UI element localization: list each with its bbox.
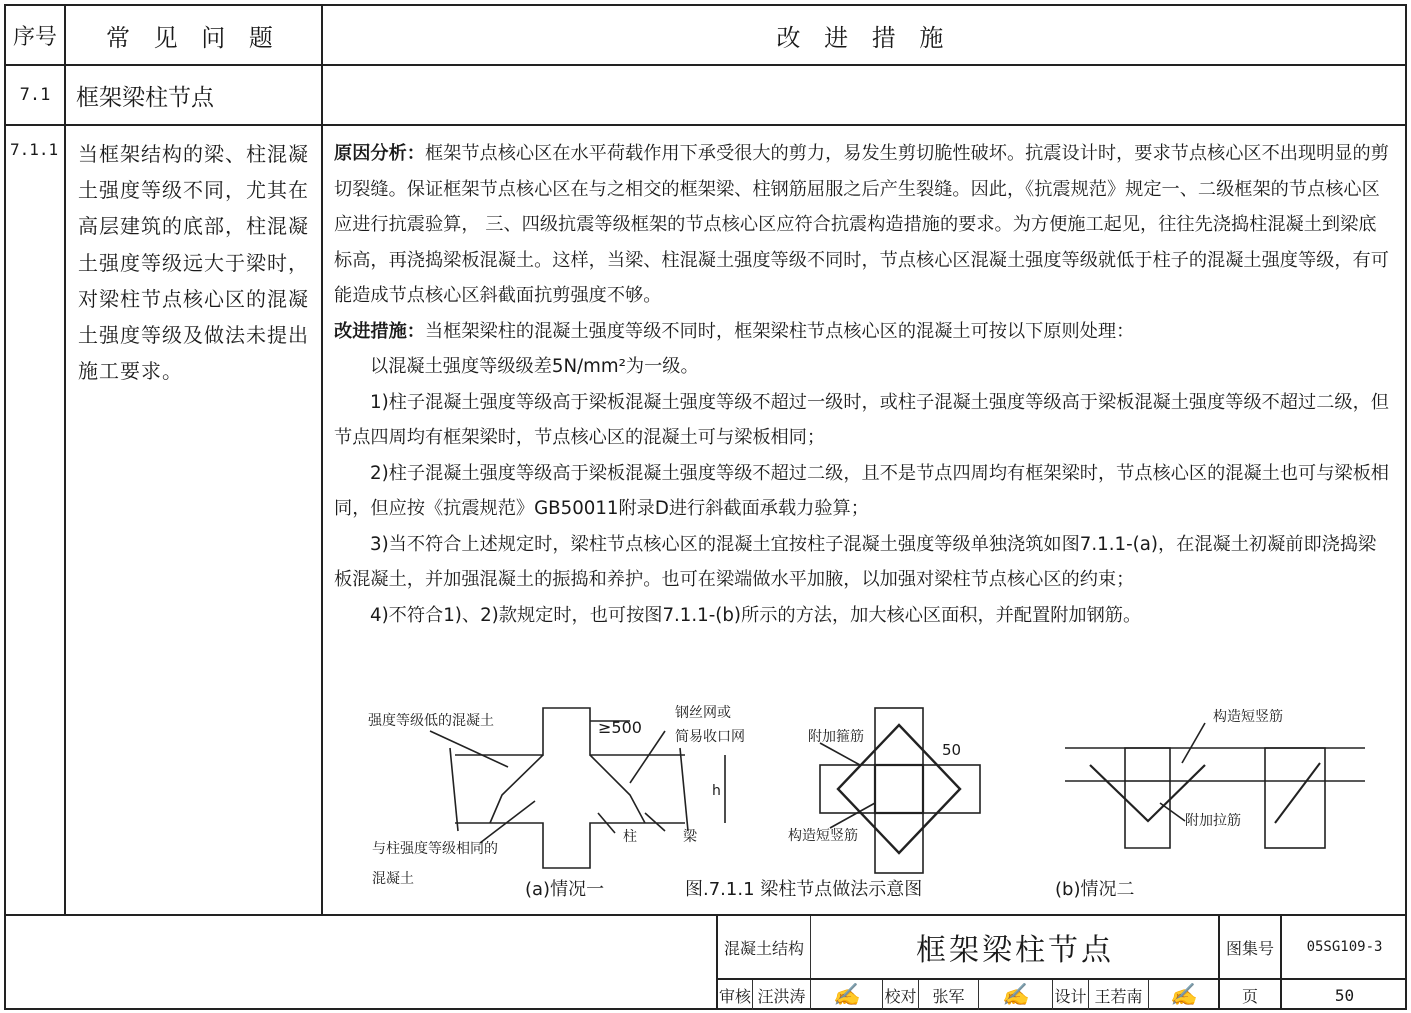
measures-text xyxy=(334,136,1394,633)
header-issue: 常 见 问 题 xyxy=(106,23,281,52)
tb-design-name: 王若南 xyxy=(1094,986,1143,1006)
issue-line: 对梁柱节点核心区的混凝 xyxy=(78,286,309,311)
tb-page-no: 50 xyxy=(1334,985,1355,1005)
fig-a-leader-low xyxy=(430,731,508,767)
tb-atlas-no: 05SG109-3 xyxy=(1306,939,1383,955)
issue-line: 土强度等级远大于梁时， xyxy=(78,250,309,275)
tb-title: 框架梁柱节点 xyxy=(916,933,1114,968)
tb-check-label: 校对 xyxy=(884,986,917,1006)
fig-mid-leader-short xyxy=(830,803,875,828)
header-no: 序号 xyxy=(12,24,57,50)
fig-mid-core xyxy=(875,765,923,813)
col-divider-1 xyxy=(64,4,66,916)
fig-mid-stirrup-label: 附加箍筋 xyxy=(808,729,864,745)
issue-line: 土强度等级及做法未提出 xyxy=(78,323,309,348)
section-divider xyxy=(4,124,1407,126)
col-divider-2 xyxy=(321,4,323,916)
fig-a-same-label-2: 混凝土 xyxy=(372,871,414,887)
tb-design-label: 设计 xyxy=(1054,986,1087,1006)
issue-text xyxy=(78,136,318,389)
fig-b-short-bars xyxy=(1125,748,1170,781)
fig-a-mesh-label-2: 简易收口网 xyxy=(675,729,745,745)
cause-text: 框架节点核心区在水平荷载作用下承受很大的剪力，易发生剪切脆性破坏。抗震设计时，要求节点核心区不出现明显的剪切裂缝。保证框架节点核心区在与之相交的框架梁、柱钢筋屈服之后产生裂缝。因此，《抗震规范》规定一、二级框架的节点核心区应进行抗震验算， 三、四级抗震等级框架的节点核心区应符合抗震构造措施的要求。为方便施工起见，往往先浇捣柱混凝土到梁底标高，再浇捣梁板混凝土。这样，当梁、柱混凝土强度等级不同时，节点核心区混凝土强度等级就低于柱子的混凝土强度等级，有可能造成节点核心区斜截面抗剪强度不够。 xyxy=(334,143,1389,306)
issue-line: 施工要求。 xyxy=(78,359,183,384)
fig-a-same-label-1: 与柱强度等级相同的 xyxy=(372,841,498,857)
figure-caption: 图.7.1.1 梁柱节点做法示意图 xyxy=(685,879,923,900)
fig-a-min-label: ≥500 xyxy=(598,718,642,737)
issue-line: 高层建筑的底部，柱混凝 xyxy=(78,214,309,239)
rule-1: 1)柱子混凝土强度等级高于梁板混凝土强度等级不超过一级时，或柱子混凝土强度等级高于梁板混凝土强度等级不超过二级，但节点四周均有框架梁时，节点核心区的混凝土可与梁板相同； xyxy=(334,391,1389,448)
issue-line: 土强度等级不同，尤其在 xyxy=(78,178,309,203)
fig-a-beam-label: 梁 xyxy=(683,829,697,845)
tb-check-signature: ✍ xyxy=(1001,982,1030,1008)
fig-a-h-label: h xyxy=(712,783,721,799)
fig-b-leader-tie xyxy=(1160,803,1185,821)
fig-a-leader-mesh xyxy=(630,731,665,783)
fig-a-leader-beam xyxy=(645,813,665,831)
tb-category: 混凝土结构 xyxy=(723,938,804,958)
issue-line: 当框架结构的梁、柱混凝 xyxy=(78,142,309,166)
item-number: 7.1.1 xyxy=(10,140,59,159)
fig-a-leader-same xyxy=(480,801,535,843)
tb-divider-cat xyxy=(810,916,811,978)
grade-note: 以混凝土强度等级级差5N/mm²为一级。 xyxy=(370,356,699,377)
fig-mid-column xyxy=(875,708,923,873)
rule-2: 2)柱子混凝土强度等级高于梁板混凝土强度等级不超过二级，且不是节点四周均有框架梁时，节点核心区的混凝土也可与梁板相同，但应按《抗震规范》GB50011附录D进行斜截面承载力验算； xyxy=(334,462,1389,519)
beam-column-joint-figure xyxy=(330,703,1400,908)
cause-label: 原因分析： xyxy=(334,143,425,164)
fig-a-beam-break-left xyxy=(450,748,458,831)
fig-a-low-concrete-label: 强度等级低的混凝土 xyxy=(368,713,494,729)
fig-mid-leader-stirrup xyxy=(820,743,860,765)
fig-b-section xyxy=(1265,748,1325,848)
fig-a-col-label: 柱 xyxy=(623,829,637,845)
rule-3: 3)当不符合上述规定时，梁柱节点核心区的混凝土宜按柱子混凝土强度等级单独浇筑如图7.1.1-(a)，在混凝土初凝前即浇捣梁板混凝土，并加强混凝土的振捣和养护。也可在梁端做水平加腋，以加强对梁柱节点核心区的约束； xyxy=(334,533,1377,590)
fig-b-short-label: 构造短竖筋 xyxy=(1213,709,1283,725)
fig-a-caption: (a)情况一 xyxy=(525,879,605,900)
fig-a-beam-break-right xyxy=(680,748,688,831)
fig-b-section-bar xyxy=(1275,763,1320,823)
measure-paragraph xyxy=(334,314,1394,350)
section-title: 框架梁柱节点 xyxy=(76,84,214,111)
fig-b-caption: (b)情况二 xyxy=(1055,879,1135,900)
tb-review-name: 汪洪涛 xyxy=(757,986,806,1006)
section-number: 7.1 xyxy=(19,85,51,105)
tb-check-name: 张军 xyxy=(932,986,965,1006)
fig-mid-50-label: 50 xyxy=(942,741,962,759)
header-measure: 改 进 措 施 xyxy=(776,23,952,52)
cause-paragraph xyxy=(334,136,1394,314)
fig-a-pour-boundary-left xyxy=(490,755,543,823)
measure-text: 当框架梁柱的混凝土强度等级不同时，框架梁柱节点核心区的混凝土可按以下原则处理： xyxy=(424,320,1135,342)
tb-design-signature: ✍ xyxy=(1169,982,1198,1008)
rule-4: 4)不符合1)、2)款规定时，也可按图7.1.1-(b)所示的方法，加大核心区面积，并配置附加钢筋。 xyxy=(370,604,1142,626)
fig-mid-beam xyxy=(820,765,980,813)
fig-b-tie-label: 附加拉筋 xyxy=(1185,813,1241,829)
fig-mid-short-label: 构造短竖筋 xyxy=(788,828,858,844)
fig-a-mesh-label-1: 钢丝网或 xyxy=(675,705,731,721)
tb-atlas-label: 图集号 xyxy=(1225,938,1274,958)
measure-label: 改进措施： xyxy=(334,320,425,342)
tb-review-signature: ✍ xyxy=(832,982,861,1008)
tb-review-label: 审核 xyxy=(718,986,751,1006)
fig-b-leader-short xyxy=(1182,723,1205,763)
tb-page-label: 页 xyxy=(1241,986,1258,1006)
